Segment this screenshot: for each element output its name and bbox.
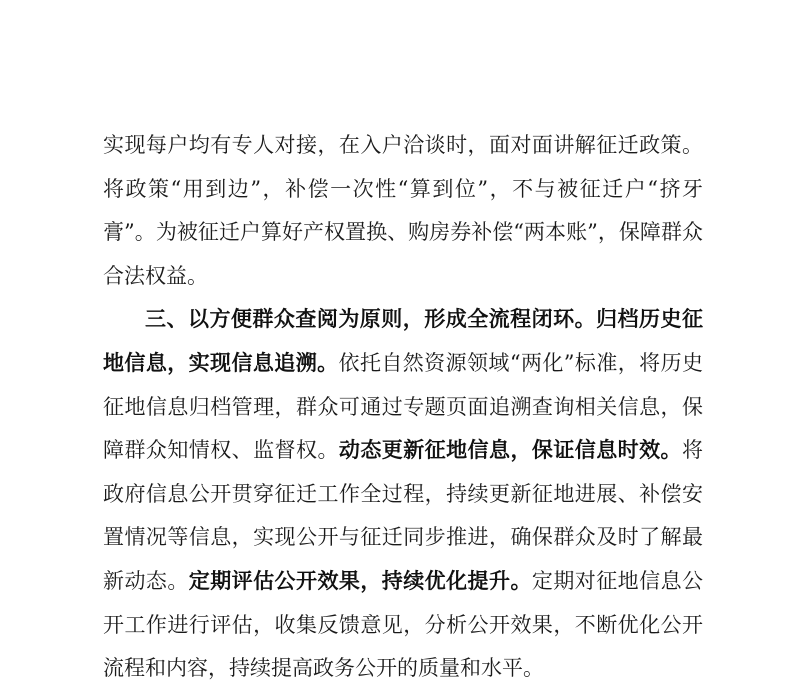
document-body [103,124,703,691]
subsection-body-update: 将政府信息公开贯穿征迁工作全过程，持续更新征地进展、补偿安置情况等信息，实现公开与征迁同步推进，确保群众及时了解最新动态。 [103,438,704,593]
subsection-body-evaluate: 定期对征地信息公开工作进行评估，收集反馈意见，分析公开效果，不断优化公开流程和内容，持续提高政务公开的质量和水平。 [103,568,704,681]
subsection-heading-update: 动态更新征地信息，保证信息时效。 [338,438,683,463]
paragraph-policy-explanation [103,124,703,298]
subsection-heading-evaluate: 定期评估公开效果，持续优化提升。 [188,568,532,593]
paragraph-section-three [103,298,703,690]
paragraph-text: 实现每户均有专人对接，在入户洽谈时，面对面讲解征迁政策。将政策“用到边”，补偿一次性“算到位”，不与被征迁户“挤牙膏”。为被征迁户算好产权置换、购房券补偿“两本账”，保障群众合法权益。 [103,133,703,288]
section-heading: 三、以方便群众查阅为原则，形成全流程闭环。 [145,307,597,332]
subsection-heading-archive: 归档历史征地信息，实现信息追溯。 [103,307,703,375]
subsection-body-archive: 依托自然资源领域“两化”标准，将历史征地信息归档管理，群众可通过专题页面追溯查询相关信息，保障群众知情权、监督权。 [103,350,703,463]
